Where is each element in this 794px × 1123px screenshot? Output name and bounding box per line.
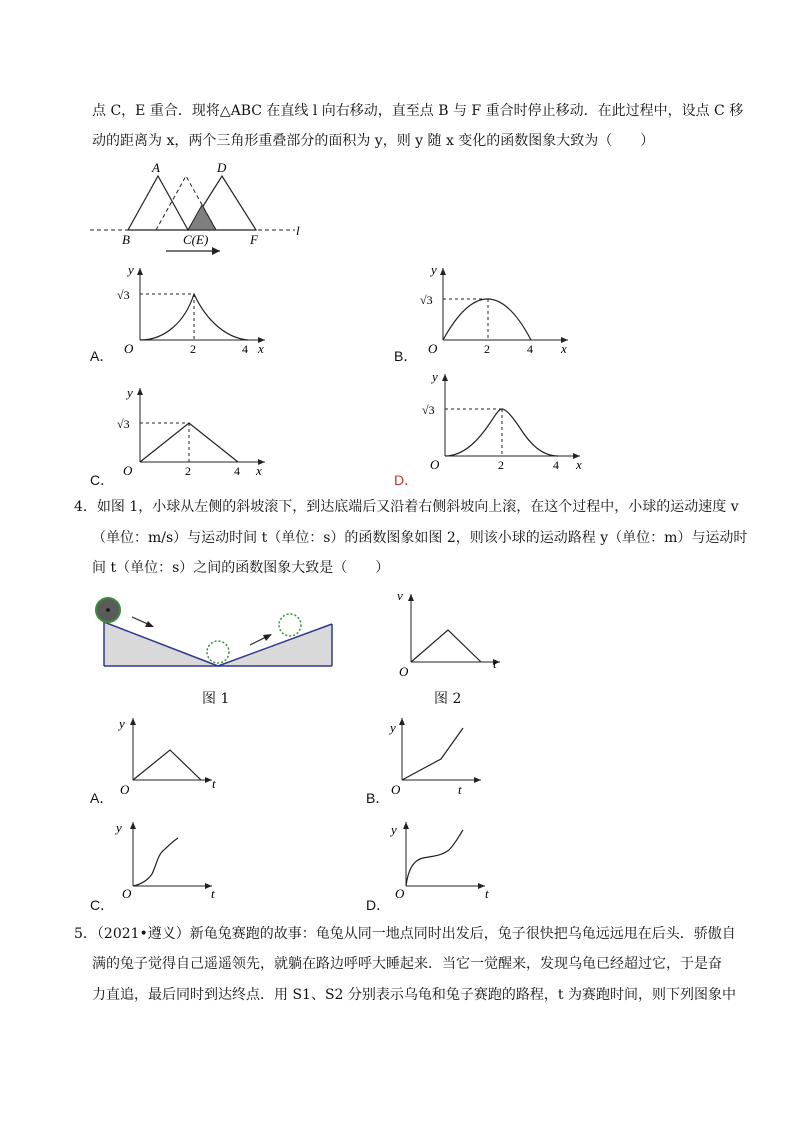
q3c-2: 2 xyxy=(185,464,191,478)
q4a-y: y xyxy=(119,716,125,731)
q3b-x: x xyxy=(561,341,567,356)
q3b-2: 2 xyxy=(484,342,490,356)
q3-text-line1: 点 C，E 重合．现将△ABC 在直线 l 向右移动，直至点 B 与 F 重合时停止移动．在此过程中，设点 C 移 xyxy=(92,103,744,119)
q3-label-CE: C(E) xyxy=(183,232,209,247)
q3d-o: O xyxy=(430,457,440,472)
q3c-o: O xyxy=(123,463,133,478)
q4-option-c-label: C． xyxy=(90,897,115,913)
q3c-sqrt3: √3 xyxy=(117,417,130,431)
q4-text-line3: 间 t（单位：s）之间的函数图象大致是（ ） xyxy=(92,560,390,576)
q4-option-d-graph xyxy=(385,818,505,900)
q3c-y: y xyxy=(127,385,133,400)
q4-fig1-caption: 图 1 xyxy=(202,691,230,707)
q4b-o: O xyxy=(391,782,401,797)
q3d-2: 2 xyxy=(498,458,504,472)
q4d-y: y xyxy=(391,822,397,837)
q5-text-line1: 5．（2021•遵义）新龟兔赛跑的故事：龟兔从同一地点同时出发后，兔子很快把乌龟远远甩在后头．骄傲自 xyxy=(74,926,736,942)
q4-text-line2: （单位：m/s）与运动时间 t（单位：s）的函数图象如图 2，则该小球的运动路程 y（单位：m）与运动时 xyxy=(92,530,748,546)
q4-fig2-vt-graph xyxy=(390,588,510,683)
q4-fig1-slopes xyxy=(90,592,350,672)
q4-ball-right xyxy=(279,614,301,636)
q3-option-d-graph xyxy=(420,368,590,473)
q4f2-v: v xyxy=(397,588,403,603)
q4-option-b-graph xyxy=(381,714,501,799)
q4f2-t: t xyxy=(493,656,497,671)
q4a-t: t xyxy=(212,776,216,791)
q3b-sqrt3: √3 xyxy=(420,293,433,307)
q3b-o: O xyxy=(428,341,438,356)
q4d-o: O xyxy=(395,886,405,901)
q3a-x: x xyxy=(258,341,264,356)
q3-option-a-label: A． xyxy=(90,348,114,364)
q3d-x: x xyxy=(576,457,582,472)
q3-label-F: F xyxy=(250,232,258,247)
q4c-y: y xyxy=(116,820,122,835)
q3-text-line2: 动的距离为 x，两个三角形重叠部分的面积为 y，则 y 随 x 变化的函数图象大致为（ ） xyxy=(92,133,655,149)
q4-option-b-label: B． xyxy=(366,790,390,806)
q4-option-c-graph xyxy=(112,818,232,900)
q3d-sqrt3: √3 xyxy=(422,403,435,417)
q4-option-a-graph xyxy=(112,714,232,799)
q3-label-B: B xyxy=(122,232,130,247)
q3-option-a-graph xyxy=(115,262,275,357)
q4-fig2-caption: 图 2 xyxy=(434,691,462,707)
q3b-y: y xyxy=(431,262,437,277)
q4-ball-bottom xyxy=(207,641,229,663)
q3-option-c-graph xyxy=(115,382,275,477)
q3a-o: O xyxy=(124,341,134,356)
q3a-2: 2 xyxy=(190,342,196,356)
q4-text-line1: 4．如图 1，小球从左侧的斜坡滚下，到达底端后又沿着右侧斜坡向上滚，在这个过程中，小球的运动速度 v xyxy=(74,499,739,515)
q4b-y: y xyxy=(390,720,396,735)
q5-text-line3: 力直追，最后同时到达终点．用 S1、S2 分别表示乌龟和兔子赛跑的路程，t 为赛跑时间，则下列图象中 xyxy=(92,987,736,1003)
q5-text-line2: 满的兔子觉得自己遥遥领先，就躺在路边呼呼大睡起来．当它一觉醒来，发现乌龟已经超过它，于是奋 xyxy=(92,956,722,972)
q3-triangles-figure xyxy=(90,158,320,258)
q3-option-d-label: D． xyxy=(394,472,419,488)
q3-option-b-label: B． xyxy=(394,348,418,364)
q4c-t: t xyxy=(211,886,215,901)
q4d-t: t xyxy=(485,886,489,901)
q3a-y: y xyxy=(128,262,134,277)
q4-option-d-label: D． xyxy=(366,897,391,913)
q3-option-b-graph xyxy=(418,262,578,357)
q3c-4: 4 xyxy=(234,464,240,478)
q3b-4: 4 xyxy=(527,342,533,356)
q3d-4: 4 xyxy=(553,458,559,472)
q3a-sqrt3: √3 xyxy=(117,288,130,302)
q4-option-a-label: A． xyxy=(90,790,114,806)
q4b-t: t xyxy=(458,782,462,797)
q3a-4: 4 xyxy=(242,342,248,356)
q3-label-D: D xyxy=(217,160,227,175)
q4c-o: O xyxy=(122,886,132,901)
q3-option-c-label: C． xyxy=(90,472,115,488)
q3c-x: x xyxy=(256,463,262,478)
q4a-o: O xyxy=(120,782,130,797)
q3-label-A: A xyxy=(152,160,160,175)
q4f2-o: O xyxy=(399,664,409,679)
q3-label-l: l xyxy=(296,223,300,238)
q3d-y: y xyxy=(432,369,438,384)
